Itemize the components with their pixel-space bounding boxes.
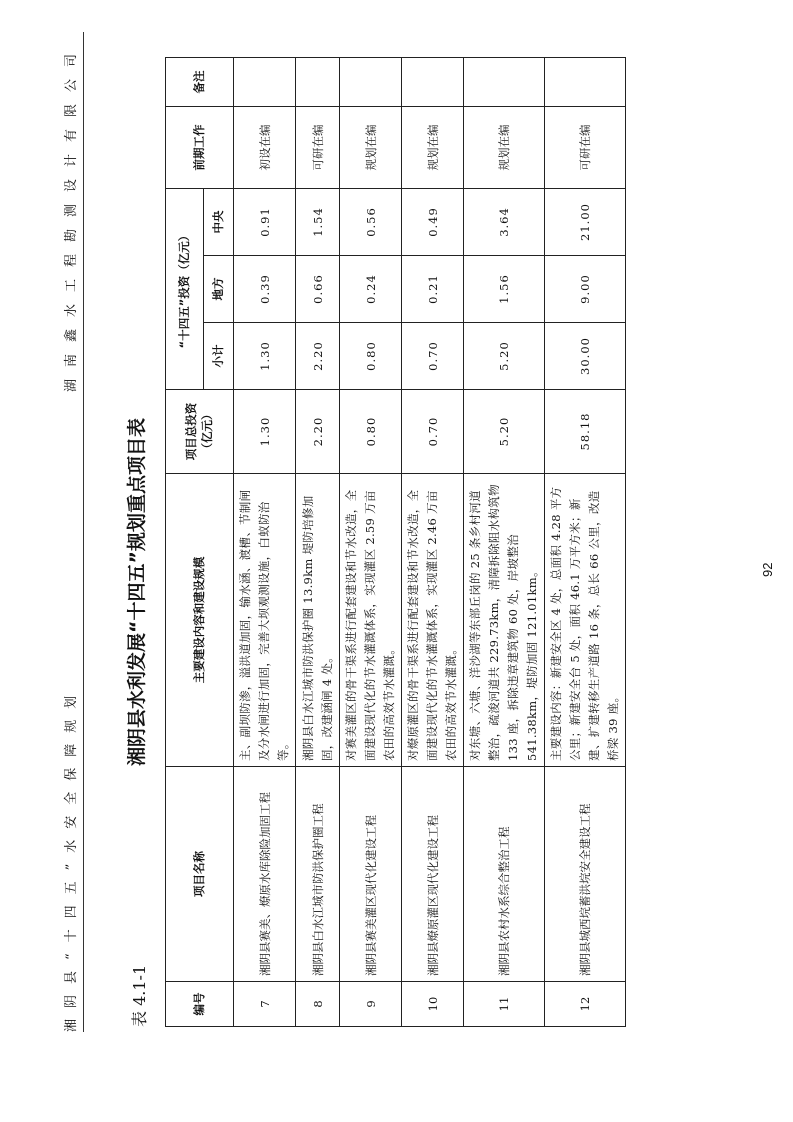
cell-subtotal: 0.70	[402, 323, 464, 390]
cell-total: 2.20	[296, 390, 340, 474]
cell-central: 0.49	[402, 188, 464, 255]
cell-prework: 规划在编	[340, 106, 402, 188]
cell-total: 0.70	[402, 390, 464, 474]
page-number: 92	[760, 562, 775, 577]
col-header-content: 主要建设内容和建设规模	[166, 474, 234, 767]
header-left-title: 湘阴县“十四五”水安全保障规划	[64, 684, 79, 1032]
cell-subtotal: 5.20	[464, 323, 545, 390]
running-header	[12, 32, 79, 1032]
col-header-total: 项目总投资（亿元）	[166, 390, 234, 474]
cell-name: 湘阴县赛美灌区现代化建设工程	[340, 767, 402, 982]
cell-name: 湘阴县农村水系综合整治工程	[464, 767, 545, 982]
cell-local: 0.66	[296, 256, 340, 323]
cell-prework: 可研在编	[545, 106, 626, 188]
cell-subtotal: 1.30	[234, 323, 296, 390]
header-divider	[83, 32, 84, 1032]
cell-central: 0.91	[234, 188, 296, 255]
cell-content: 湘阴县白水江城市防洪保护圈 13.9km 堤防培修加固，改建涵闸 4 处。	[296, 474, 340, 767]
header-right-company: 湖南鑫水工程勘测设计有限公司	[64, 42, 79, 393]
table-row	[340, 57, 402, 1026]
cell-id: 8	[296, 982, 340, 1027]
cell-local: 1.56	[464, 256, 545, 323]
col-header-invest-group: “十四五”投资（亿元）	[166, 188, 204, 389]
cell-local: 0.21	[402, 256, 464, 323]
cell-local: 9.00	[545, 256, 626, 323]
cell-central: 3.64	[464, 188, 545, 255]
cell-id: 9	[340, 982, 402, 1027]
cell-remark	[296, 57, 340, 106]
table-row	[402, 57, 464, 1026]
projects-table	[165, 57, 626, 1027]
col-header-name: 项目名称	[166, 767, 234, 982]
cell-prework: 规划在编	[402, 106, 464, 188]
cell-total: 0.80	[340, 390, 402, 474]
cell-prework: 规划在编	[464, 106, 545, 188]
cell-id: 10	[402, 982, 464, 1027]
col-header-id: 编号	[166, 982, 234, 1027]
cell-subtotal: 30.00	[545, 323, 626, 390]
cell-name: 湘阴县白水江城市防洪保护圈工程	[296, 767, 340, 982]
table-row	[545, 57, 626, 1026]
table-number: 表 4.1-1	[130, 964, 149, 1027]
col-header-subtotal: 小计	[204, 323, 234, 390]
cell-central: 1.54	[296, 188, 340, 255]
cell-total: 1.30	[234, 390, 296, 474]
cell-content: 对赛美灌区的骨干渠系进行配套建设和节水改造，全面建设现代化的节水灌溉体系，实现灌区 2.59 万亩农田的高效节水灌溉。	[340, 474, 402, 767]
cell-name: 湘阴县燎原灌区现代化建设工程	[402, 767, 464, 982]
cell-content: 主、副坝防渗，溢洪道加固，输水涵、渡槽、节制闸及分水闸进行加固，完善大坝观测设施，白蚁防治等。	[234, 474, 296, 767]
cell-remark	[545, 57, 626, 106]
cell-content: 对燎原灌区的骨干渠系进行配套建设和节水改造，全面建设现代化的节水灌溉体系，实现灌区 2.46 万亩农田的高效节水灌溉。	[402, 474, 464, 767]
cell-id: 7	[234, 982, 296, 1027]
cell-local: 0.24	[340, 256, 402, 323]
table-row	[234, 57, 296, 1026]
cell-id: 12	[545, 982, 626, 1027]
cell-id: 11	[464, 982, 545, 1027]
cell-content: 主要建设内容：新建安全区 4 处，总面积 4.28 平方公里；新建安全台 5 处，面积 46.1 万平方米；新建、扩建转移生产道路 16 条，总长 66 公里，改造桥梁 39 座。	[545, 474, 626, 767]
cell-remark	[234, 57, 296, 106]
cell-subtotal: 2.20	[296, 323, 340, 390]
cell-central: 21.00	[545, 188, 626, 255]
cell-total: 58.18	[545, 390, 626, 474]
col-header-remark: 备注	[166, 57, 234, 106]
cell-name: 湘阴县城西垸蓄洪垸安全建设工程	[545, 767, 626, 982]
table-title: 湘阴县水利发展“十四五”规划重点项目表	[126, 418, 148, 766]
cell-subtotal: 0.80	[340, 323, 402, 390]
cell-central: 0.56	[340, 188, 402, 255]
cell-remark	[402, 57, 464, 106]
cell-remark	[464, 57, 545, 106]
col-header-prework: 前期工作	[166, 106, 234, 188]
table-row	[464, 57, 545, 1026]
cell-remark	[340, 57, 402, 106]
cell-prework: 初设在编	[234, 106, 296, 188]
cell-local: 0.39	[234, 256, 296, 323]
col-header-local: 地方	[204, 256, 234, 323]
col-header-central: 中央	[204, 188, 234, 255]
table-row	[296, 57, 340, 1026]
cell-name: 湘阴县赛美、燎原水库除险加固工程	[234, 767, 296, 982]
cell-content: 对东塘、六塘、洋沙湖等东部丘岗的 25 条乡村河道整治，疏浚河道共 229.73km，清障拆除阻水构筑物 133 座，拆除违章建筑物 60 处，岸坡整治 541.38km，堤防加固 121.01km。	[464, 474, 545, 767]
cell-prework: 可研在编	[296, 106, 340, 188]
cell-total: 5.20	[464, 390, 545, 474]
